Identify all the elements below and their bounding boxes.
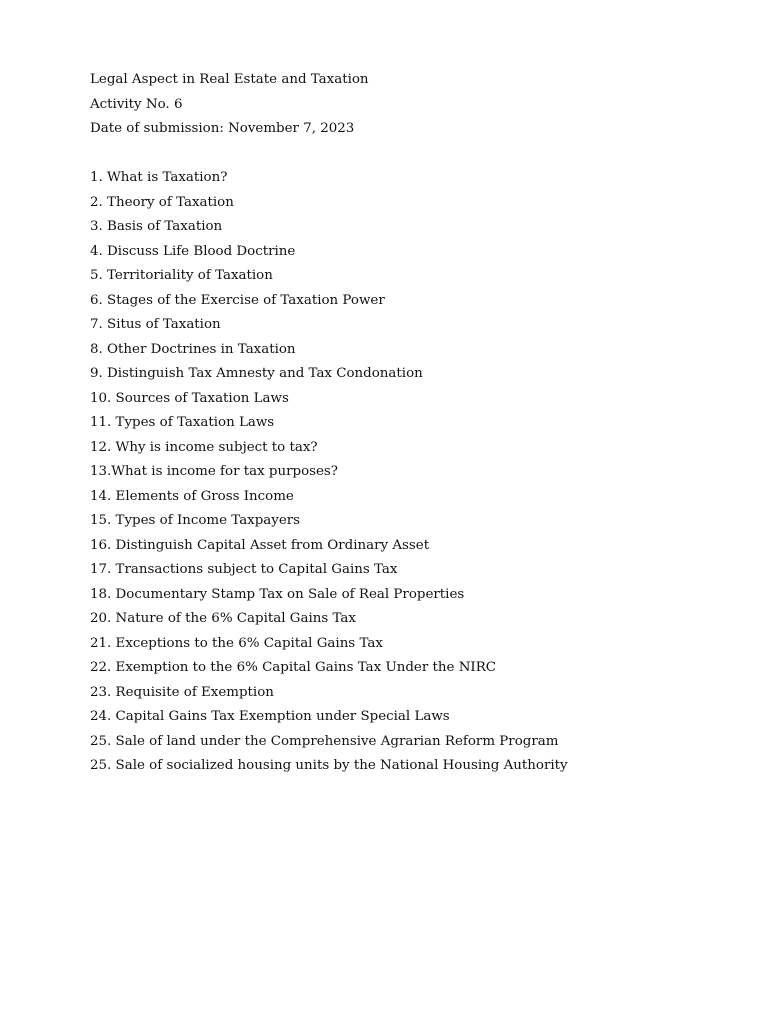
question-item: 3. Basis of Taxation — [90, 219, 223, 234]
question-item: 23. Requisite of Exemption — [90, 684, 274, 700]
submission-date: Date of submission: November 7, 2023 — [90, 121, 355, 136]
question-item: 10. Sources of Taxation Laws — [90, 390, 289, 406]
question-item: 21. Exceptions to the 6% Capital Gains Tax — [90, 635, 383, 651]
question-item: 15. Types of Income Taxpayers — [90, 513, 301, 528]
question-item: 6. Stages of the Exercise of Taxation Power — [90, 292, 385, 308]
course-title: Legal Aspect in Real Estate and Taxation — [90, 72, 369, 87]
question-item: 1. What is Taxation? — [90, 170, 228, 185]
question-item: 8. Other Doctrines in Taxation — [90, 341, 296, 357]
activity-number: Activity No. 6 — [90, 96, 183, 112]
question-item: 22. Exemption to the 6% Capital Gains Tax Under the NIRC — [90, 660, 497, 675]
question-item: 5. Territoriality of Taxation — [90, 268, 273, 283]
question-item: 18. Documentary Stamp Tax on Sale of Real Properties — [90, 586, 465, 602]
question-item: 16. Distinguish Capital Asset from Ordinary Asset — [90, 537, 430, 553]
question-item: 17. Transactions subject to Capital Gains Tax — [90, 562, 398, 577]
question-item: 4. Discuss Life Blood Doctrine — [90, 243, 296, 259]
question-item: 25. Sale of land under the Comprehensive Agrarian Reform Program — [90, 733, 559, 749]
question-item: 14. Elements of Gross Income — [90, 488, 294, 504]
question-item: 2. Theory of Taxation — [90, 194, 234, 210]
question-item: 13.What is income for tax purposes? — [90, 464, 338, 479]
question-item: 11. Types of Taxation Laws — [90, 415, 275, 430]
document-body — [90, 68, 710, 779]
question-item: 12. Why is income subject to tax? — [90, 439, 318, 455]
question-item: 25. Sale of socialized housing units by the National Housing Authority — [90, 758, 568, 773]
question-list — [90, 166, 710, 779]
question-item: 20. Nature of the 6% Capital Gains Tax — [90, 611, 356, 626]
question-item: 24. Capital Gains Tax Exemption under Special Laws — [90, 709, 450, 724]
blank-line — [90, 142, 710, 167]
question-item: 7. Situs of Taxation — [90, 317, 221, 332]
question-item: 9. Distinguish Tax Amnesty and Tax Condonation — [90, 366, 423, 381]
